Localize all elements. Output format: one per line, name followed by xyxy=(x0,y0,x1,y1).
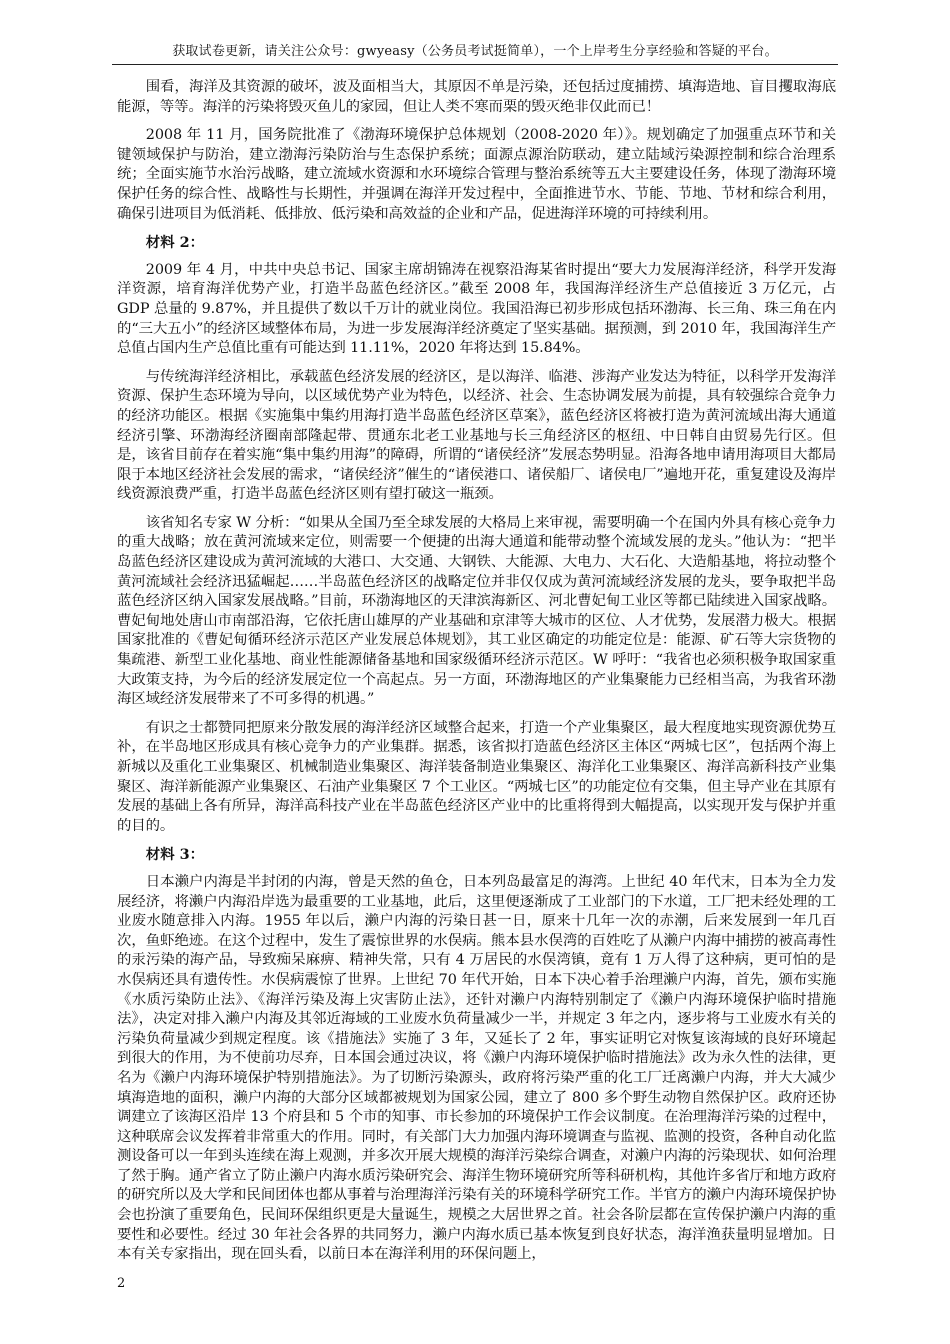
header-rule xyxy=(112,64,838,65)
paragraph-seto-inland-sea: 日本濑户内海是半封闭的内海，曾是天然的鱼仓，日本列岛最富足的海湾。上世纪 40 年代末，日本为全力发展经济，将濑户内海沿岸选为最重要的工业基地，此后，这里便逐渐成了工业部门的下水道，工厂把未经处理的工业废水随意排入内海。1955 年以后，濑户内海的污染日甚一日，原来十几年一次的赤潮，后来发展到一年几百次，鱼虾绝迹。在这个过程中，发生了震惊世界的水俣病。熊本县水俣湾的百姓吃了从濑户内海中捕捞的被高毒性的汞污染的海产品，导致痴呆麻痹、精神失常，只有 4 万居民的水俣湾镇，竟有 1 万人得了这种病，更可怕的是水俣病还具有遗传性。水俣病震惊了世界。上世纪 70 年代开始，日本下决心着手治理濑户内海，首先，颁布实施《水质污染防止法》、《海洋污染及海上灾害防止法》，还针对濑户内海特别制定了《濑户内海环境保护临时措施法》，决定对排入濑户内海及其邻近海域的工业废水负荷量减少一半，并规定 3 年之内，逐步将与工业废水有关的污染负荷量减少到规定程度。该《措施法》实施了 3 年，又延长了 2 年，事实证明它对恢复该海域的良好环境起到很大的作用，为不使前功尽弃，日本国会通过决议，将《濑户内海环境保护临时措施法》改为永久性的法律，更名为《濑户内海环境保护特别措施法》。为了切断污染源头，政府将污染严重的化工厂迁离濑户内海，并大大减少填海造地的面积，濑户内海的大部分区域都被规划为国家公园，建立了 800 多个野生动物自然保护区。政府还协调建立了该海区沿岸 13 个府县和 5 个市的知事、市长参加的环境保护工作会议制度。在治理海洋污染的过程中，这种联席会议发挥着非常重大的作用。同时，有关部门大力加强内海环境调查与监视、监测的投资，各种自动化监测设备可以一年到头连续在海上观测，并多次开展大规模的海洋污染综合调查，对濑户内海的污染现状、如何治理了然于胸。通产省立了防止濑户内海水质污染研究会、海洋生物环境研究所等科研机构，其他许多省厅和地方政府的研究所以及大学和民间团体也都从事着与治理海洋污染有关的环境科学研究工作。半官方的濑户内海环境保护协会也扮演了重要角色，民间环保组织更是大量诞生，规模之大居世界之首。社会各阶层都在宣传保护濑户内海的重要性和必要性。经过 30 年社会各界的共同努力，濑户内海水质已基本恢复到良好状态，海洋渔获量明显增加。日本有关专家指出，现在回头看，以前日本在海洋利用的环保问题上， xyxy=(117,873,836,1263)
paragraph-intro: 围看，海洋及其资源的破坏，波及面相当大，其原因不单是污染，还包括过度捕捞、填海造地、盲目攫取海底能源，等等。海洋的污染将毁灭鱼儿的家园，但让人类不寒而栗的毁灭绝非仅此而已！ xyxy=(117,79,836,115)
heading-material-3: 材料 3： xyxy=(145,846,204,864)
page-number: 2 xyxy=(117,1276,126,1291)
document-body xyxy=(117,78,836,1274)
paragraph-expert-analysis: 该省知名专家 W 分析：“如果从全国乃至全球发展的大格局上来审视，需要明确一个在国内外具有核心竞争力的重大战略；放在黄河流域来定位，则需要一个便捷的出海大通道和能带动整个流域发展的龙头。”他认为：“把半岛蓝色经济区建设成为黄河流域的大港口、大交通、大钢铁、大能源、大电力、大石化、大造船基地，将拉动整个黄河流域社会经济迅猛崛起……半岛蓝色经济区的战略定位并非仅仅成为黄河流域经济发展的龙头，要争取把半岛蓝色经济区纳入国家发展战略。”目前，环渤海地区的天津滨海新区、河北曹妃甸工业区等都已陆续进入国家战略。曹妃甸地处唐山市南部沿海，它依托唐山雄厚的产业基础和京津等大城市的区位、人才优势，发展潜力极大。根据国家批准的《曹妃甸循环经济示范区产业发展总体规划》，其工业区确定的功能定位是：能源、矿石等大宗货物的集疏港、新型工业化基地、商业性能源储备基地和国家级循环经济示范区。W 呼吁：“我省也必须积极争取国家重大政策支持，为今后的经济发展定位一个高起点。另一方面，环渤海地区的产业集聚能力已经相当高，为我省环渤海区域经济发展带来了不可多得的机遇。” xyxy=(117,514,836,708)
paragraph-two-cities-seven-zones: 有识之士都赞同把原来分散发展的海洋经济区域整合起来，打造一个产业集聚区，最大程度地实现资源优势互补，在半岛地区形成具有核心竞争力的产业集群。据悉，该省拟打造蓝色经济区主体区“两城七区”，包括两个海上新城以及重化工业集聚区、机械制造业集聚区、海洋装备制造业集聚区、海洋化工业集聚区、海洋高新科技产业集聚区、海洋新能源产业集聚区、石油产业集聚区 7 个工业区。“两城七区”的功能定位有交集，但主导产业在其原有发展的基础上各有所异，海洋高科技产业在半岛蓝色经济区产业中的比重将得到大幅提高，以实现开发与保护并重的目的。 xyxy=(117,719,836,834)
page-header: 获取试卷更新，请关注公众号：gwyeasy（公务员考试挺简单），一个上岸考生分享经验和答疑的平台。 xyxy=(172,44,778,59)
paragraph-2009-speech: 2009 年 4 月，中共中央总书记、国家主席胡锦涛在视察沿海某省时提出“要大力发展海洋经济，科学开发海洋资源，培育海洋优势产业，打造半岛蓝色经济区。”截至 2008 年，我国海洋经济生产总值接近 3 万亿元，占 GDP 总量的 9.87%，并且提供了数以千万计的就业岗位。我国沿海已初步形成包括环渤海、长三角、珠三角在内的“三大五小”的经济区域整体布局，为进一步发展海洋经济奠定了坚实基础。据预测，到 2010 年，我国海洋生产总值占国内生产总值比重有可能达到 11.11%，2020 年将达到 15.84%。 xyxy=(117,261,836,357)
paragraph-2008-plan: 2008 年 11 月，国务院批准了《渤海环境保护总体规划（2008-2020 年）》。规划确定了加强重点环节和关键领域保护与防治，建立渤海污染防治与生态保护系统；面源点源治防联动，建立陆域污染源控制和综合治理系统；全面实施节水治污战略，建立流域水资源和水环境综合管理与整治系统等五大主要建设任务，体现了渤海环境保护任务的综合性、战略性与长期性，并强调在海洋开发过程中，全面推进节水、节能、节地、节材和综合利用，确保引进项目为低消耗、低排放、低污染和高效益的企业和产品，促进海洋环境的可持续利用。 xyxy=(117,127,836,222)
heading-material-2: 材料 2： xyxy=(145,234,204,252)
paragraph-blue-economy: 与传统海洋经济相比，承载蓝色经济发展的经济区，是以海洋、临港、涉海产业发达为特征，以科学开发海洋资源、保护生态环境为导向，以区域优势产业为特色，以经济、社会、生态协调发展为前提，具有较强综合竞争力的经济功能区。根据《实施集中集约用海打造半岛蓝色经济区草案》，蓝色经济区将被打造为黄河流域出海大通道经济引擎、环渤海经济圈南部隆起带、贯通东北老工业基地与长三角经济区的枢纽、中日韩自由贸易先行区。但是，该省目前存在着实施“集中集约用海”的障碍，所谓的“诸侯经济”发展态势明显。沿海各地申请用海项目大都局限于本地区经济社会发展的需求，“诸侯经济”催生的“诸侯港口、诸侯船厂、诸侯电厂”遍地开花，重复建设及海岸线资源浪费严重，打造半岛蓝色经济区则有望打破这一瓶颈。 xyxy=(117,368,836,503)
